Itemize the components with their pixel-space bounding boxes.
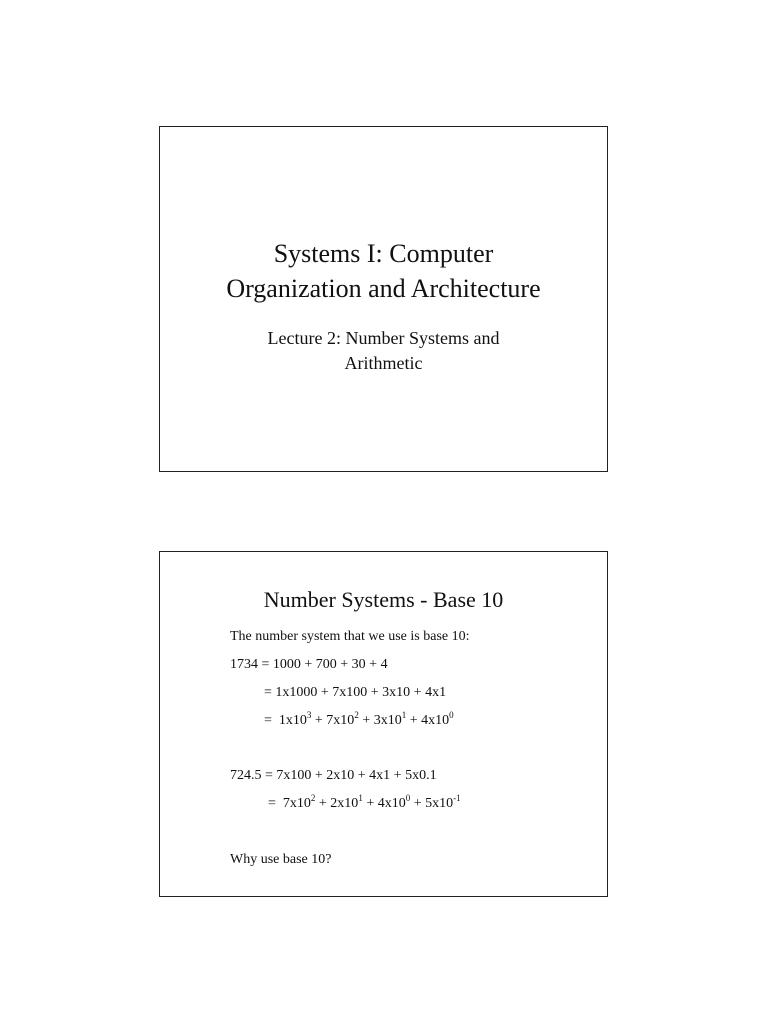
term: 1x10 [278,713,307,728]
exponent: 1 [401,710,407,720]
slide-2 [159,551,608,897]
equals-sign: = [268,796,276,811]
slide-2-equation-724-5: 724.5 = 7x100 + 2x10 + 4x1 + 5x0.1 [230,768,437,783]
term: + 5x10 [410,796,454,811]
slide-2-title: Number Systems - Base 10 [263,587,504,612]
term: 7x10 [282,796,311,811]
slide-2-equation-1734-expanded: = 1x1000 + 7x100 + 3x10 + 4x1 [264,685,447,700]
slide-1-title-line-2: Organization and Architecture [226,274,541,303]
slide-2-equation-1734: 1734 = 1000 + 700 + 30 + 4 [230,657,388,672]
term: + 3x10 [358,713,402,728]
slide-2-intro: The number system that we use is base 10: [230,629,470,644]
exponent: 3 [306,710,312,720]
slide-1-title-line-1: Systems I: Computer [273,239,494,268]
slide-2-equation-1734-powers [264,712,454,730]
slide-1-subtitle [160,326,607,376]
term: + 4x10 [362,796,406,811]
slide-2-equation-724-5-powers [268,795,461,813]
slide-1-title [160,236,607,306]
term: + 7x10 [311,713,355,728]
term: + 2x10 [315,796,359,811]
exponent: 2 [354,710,359,720]
term: + 4x10 [406,713,450,728]
exponent: 0 [405,793,411,803]
equals-sign: = [264,713,272,728]
slide-2-question: Why use base 10? [230,852,332,867]
slide-1 [159,126,608,472]
exponent: -1 [453,793,461,803]
slide-1-subtitle-line-1: Lecture 2: Number Systems and [267,328,500,348]
slide-1-subtitle-line-2: Arithmetic [344,353,423,373]
exponent: 2 [310,793,316,803]
exponent: 0 [449,710,454,720]
exponent: 1 [358,793,363,803]
